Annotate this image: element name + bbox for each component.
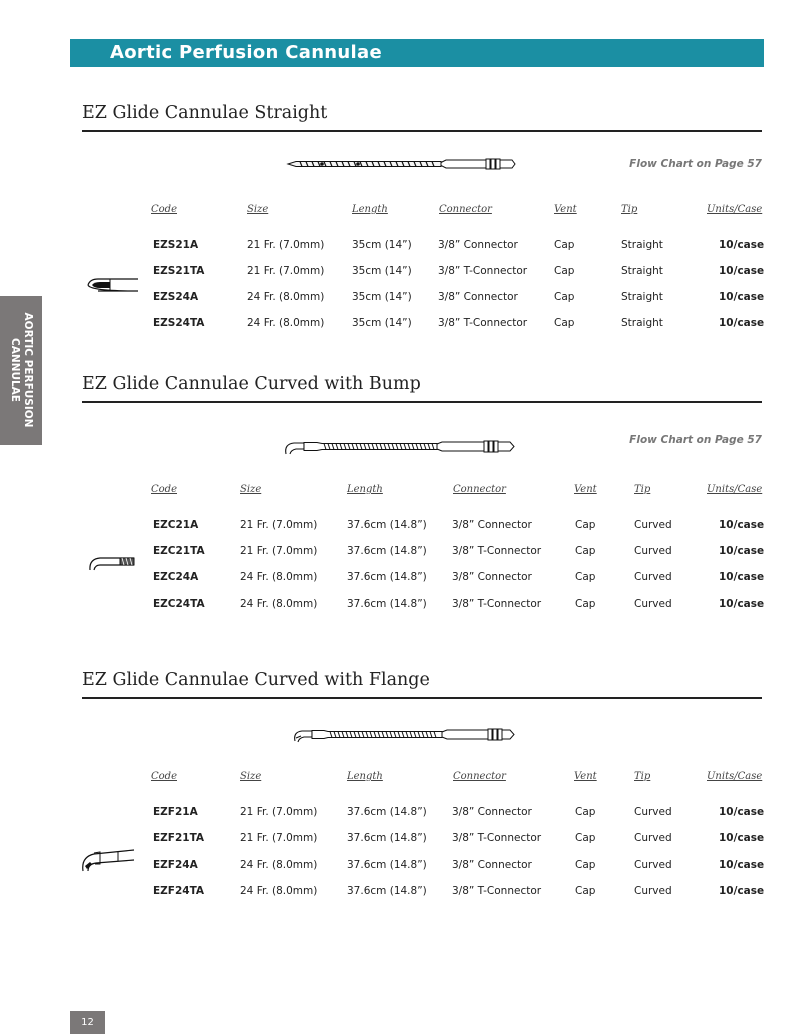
cell-vent: Cap (554, 239, 575, 251)
cell-vent: Cap (554, 265, 575, 277)
cell-code: EZS24A (153, 291, 199, 303)
cell-size: 24 Fr. (8.0mm) (240, 598, 318, 610)
units-label: /case (733, 317, 765, 329)
straight-tip-thumbnail (86, 276, 140, 294)
col-header-connector: Connector (439, 204, 492, 215)
col-header-length: Length (347, 771, 383, 782)
units-number: 10 (719, 545, 734, 557)
cell-units (719, 519, 764, 531)
cell-size: 24 Fr. (8.0mm) (240, 885, 318, 897)
cell-tip: Curved (634, 598, 672, 610)
cell-length: 37.6cm (14.8”) (347, 571, 427, 583)
cell-length: 35cm (14”) (352, 291, 412, 303)
cell-units (719, 859, 764, 871)
cell-connector: 3/8” Connector (452, 806, 532, 818)
col-header-vent: Vent (574, 771, 597, 782)
cell-code: EZF21TA (153, 832, 205, 844)
units-number: 10 (719, 239, 734, 251)
units-number: 10 (719, 885, 734, 897)
units-label: /case (733, 832, 765, 844)
flow-chart-link[interactable]: Flow Chart on Page 57 (629, 158, 762, 170)
side-tab-line-1: AORTIC PERFUSION (22, 312, 34, 428)
cell-tip: Straight (621, 239, 663, 251)
cell-units (719, 571, 764, 583)
col-header-code: Code (151, 204, 177, 215)
cell-vent: Cap (575, 519, 596, 531)
cell-connector: 3/8” T-Connector (452, 885, 542, 897)
cell-tip: Curved (634, 885, 672, 897)
section-title: EZ Glide Cannulae Curved with Bump (82, 374, 421, 394)
cell-units (719, 545, 764, 557)
cell-code: EZC21A (153, 519, 199, 531)
cell-length: 37.6cm (14.8”) (347, 519, 427, 531)
cell-size: 24 Fr. (8.0mm) (247, 291, 325, 303)
cell-size: 21 Fr. (7.0mm) (247, 265, 325, 277)
units-label: /case (733, 519, 765, 531)
units-label: /case (733, 291, 765, 303)
cell-code: EZC24A (153, 571, 199, 583)
col-header-length: Length (347, 484, 383, 495)
side-tab (0, 296, 42, 445)
page-title: Aortic Perfusion Cannulae (110, 42, 382, 63)
cell-code: EZC21TA (153, 545, 205, 557)
cell-tip: Straight (621, 265, 663, 277)
cell-connector: 3/8” T-Connector (452, 832, 542, 844)
section-rule (82, 401, 762, 403)
cell-size: 24 Fr. (8.0mm) (240, 859, 318, 871)
straight-cannula-illustration (286, 155, 521, 175)
cell-tip: Curved (634, 545, 672, 557)
header-bar (70, 39, 764, 67)
cell-size: 24 Fr. (8.0mm) (247, 317, 325, 329)
cell-length: 37.6cm (14.8”) (347, 598, 427, 610)
cell-connector: 3/8” T-Connector (452, 598, 542, 610)
cell-length: 37.6cm (14.8”) (347, 859, 427, 871)
cell-vent: Cap (575, 885, 596, 897)
cell-code: EZS21A (153, 239, 199, 251)
cell-vent: Cap (554, 291, 575, 303)
col-header-size: Size (240, 484, 262, 495)
curved-bump-cannula-illustration (282, 436, 522, 458)
units-label: /case (733, 885, 765, 897)
cell-vent: Cap (575, 859, 596, 871)
section-rule (82, 697, 762, 699)
col-header-code: Code (151, 771, 177, 782)
cell-tip: Curved (634, 859, 672, 871)
col-header-units: Units/Case (707, 484, 763, 495)
cell-units (719, 832, 764, 844)
col-header-tip: Tip (634, 484, 651, 495)
units-label: /case (733, 571, 765, 583)
cell-code: EZF21A (153, 806, 198, 818)
cell-length: 37.6cm (14.8”) (347, 885, 427, 897)
page-number: 12 (70, 1011, 105, 1034)
col-header-connector: Connector (453, 484, 506, 495)
col-header-code: Code (151, 484, 177, 495)
cell-size: 21 Fr. (7.0mm) (240, 832, 318, 844)
cell-units (719, 806, 764, 818)
units-number: 10 (719, 519, 734, 531)
cell-connector: 3/8” T-Connector (438, 265, 528, 277)
cell-vent: Cap (575, 598, 596, 610)
cell-code: EZF24A (153, 859, 198, 871)
col-header-size: Size (247, 204, 269, 215)
cell-units (719, 291, 764, 303)
units-label: /case (733, 239, 765, 251)
cell-size: 21 Fr. (7.0mm) (240, 545, 318, 557)
units-number: 10 (719, 832, 734, 844)
cell-tip: Curved (634, 832, 672, 844)
col-header-connector: Connector (453, 771, 506, 782)
col-header-units: Units/Case (707, 771, 763, 782)
cell-tip: Straight (621, 317, 663, 329)
side-tab-line-2: CANNULAE (9, 338, 21, 402)
units-label: /case (733, 806, 765, 818)
cell-units (719, 239, 764, 251)
units-number: 10 (719, 317, 734, 329)
cell-vent: Cap (575, 571, 596, 583)
side-tab-label (8, 296, 34, 445)
col-header-vent: Vent (574, 484, 597, 495)
units-label: /case (733, 545, 765, 557)
curved-bump-tip-thumbnail (86, 552, 136, 572)
col-header-tip: Tip (634, 771, 651, 782)
cell-connector: 3/8” T-Connector (438, 317, 528, 329)
cell-length: 35cm (14”) (352, 239, 412, 251)
cell-tip: Curved (634, 571, 672, 583)
cell-connector: 3/8” Connector (452, 519, 532, 531)
units-label: /case (733, 265, 765, 277)
cell-code: EZS21TA (153, 265, 205, 277)
cell-length: 37.6cm (14.8”) (347, 806, 427, 818)
cell-units (719, 598, 764, 610)
units-number: 10 (719, 571, 734, 583)
col-header-length: Length (352, 204, 388, 215)
cell-length: 35cm (14”) (352, 265, 412, 277)
cell-connector: 3/8” Connector (438, 291, 518, 303)
cell-code: EZC24TA (153, 598, 205, 610)
cell-size: 21 Fr. (7.0mm) (240, 806, 318, 818)
section-title: EZ Glide Cannulae Straight (82, 103, 328, 123)
cell-tip: Curved (634, 519, 672, 531)
cell-vent: Cap (575, 832, 596, 844)
units-label: /case (733, 598, 765, 610)
section-title: EZ Glide Cannulae Curved with Flange (82, 670, 430, 690)
curved-flange-tip-thumbnail (80, 844, 136, 874)
cell-vent: Cap (575, 806, 596, 818)
cell-code: EZF24TA (153, 885, 205, 897)
cell-connector: 3/8” Connector (452, 859, 532, 871)
cell-connector: 3/8” T-Connector (452, 545, 542, 557)
cell-vent: Cap (575, 545, 596, 557)
cell-size: 21 Fr. (7.0mm) (240, 519, 318, 531)
units-number: 10 (719, 265, 734, 277)
cell-code: EZS24TA (153, 317, 205, 329)
units-number: 10 (719, 291, 734, 303)
col-header-tip: Tip (621, 204, 638, 215)
units-number: 10 (719, 806, 734, 818)
cell-units (719, 265, 764, 277)
cell-length: 37.6cm (14.8”) (347, 832, 427, 844)
units-number: 10 (719, 598, 734, 610)
units-label: /case (733, 859, 765, 871)
cell-connector: 3/8” Connector (438, 239, 518, 251)
col-header-units: Units/Case (707, 204, 763, 215)
cell-units (719, 317, 764, 329)
cell-tip: Straight (621, 291, 663, 303)
cell-units (719, 885, 764, 897)
cell-length: 37.6cm (14.8”) (347, 545, 427, 557)
cell-size: 24 Fr. (8.0mm) (240, 571, 318, 583)
col-header-size: Size (240, 771, 262, 782)
section-rule (82, 130, 762, 132)
curved-flange-cannula-illustration (292, 724, 520, 746)
cell-connector: 3/8” Connector (452, 571, 532, 583)
flow-chart-link[interactable]: Flow Chart on Page 57 (629, 434, 762, 446)
cell-size: 21 Fr. (7.0mm) (247, 239, 325, 251)
units-number: 10 (719, 859, 734, 871)
cell-tip: Curved (634, 806, 672, 818)
cell-vent: Cap (554, 317, 575, 329)
col-header-vent: Vent (554, 204, 577, 215)
cell-length: 35cm (14”) (352, 317, 412, 329)
